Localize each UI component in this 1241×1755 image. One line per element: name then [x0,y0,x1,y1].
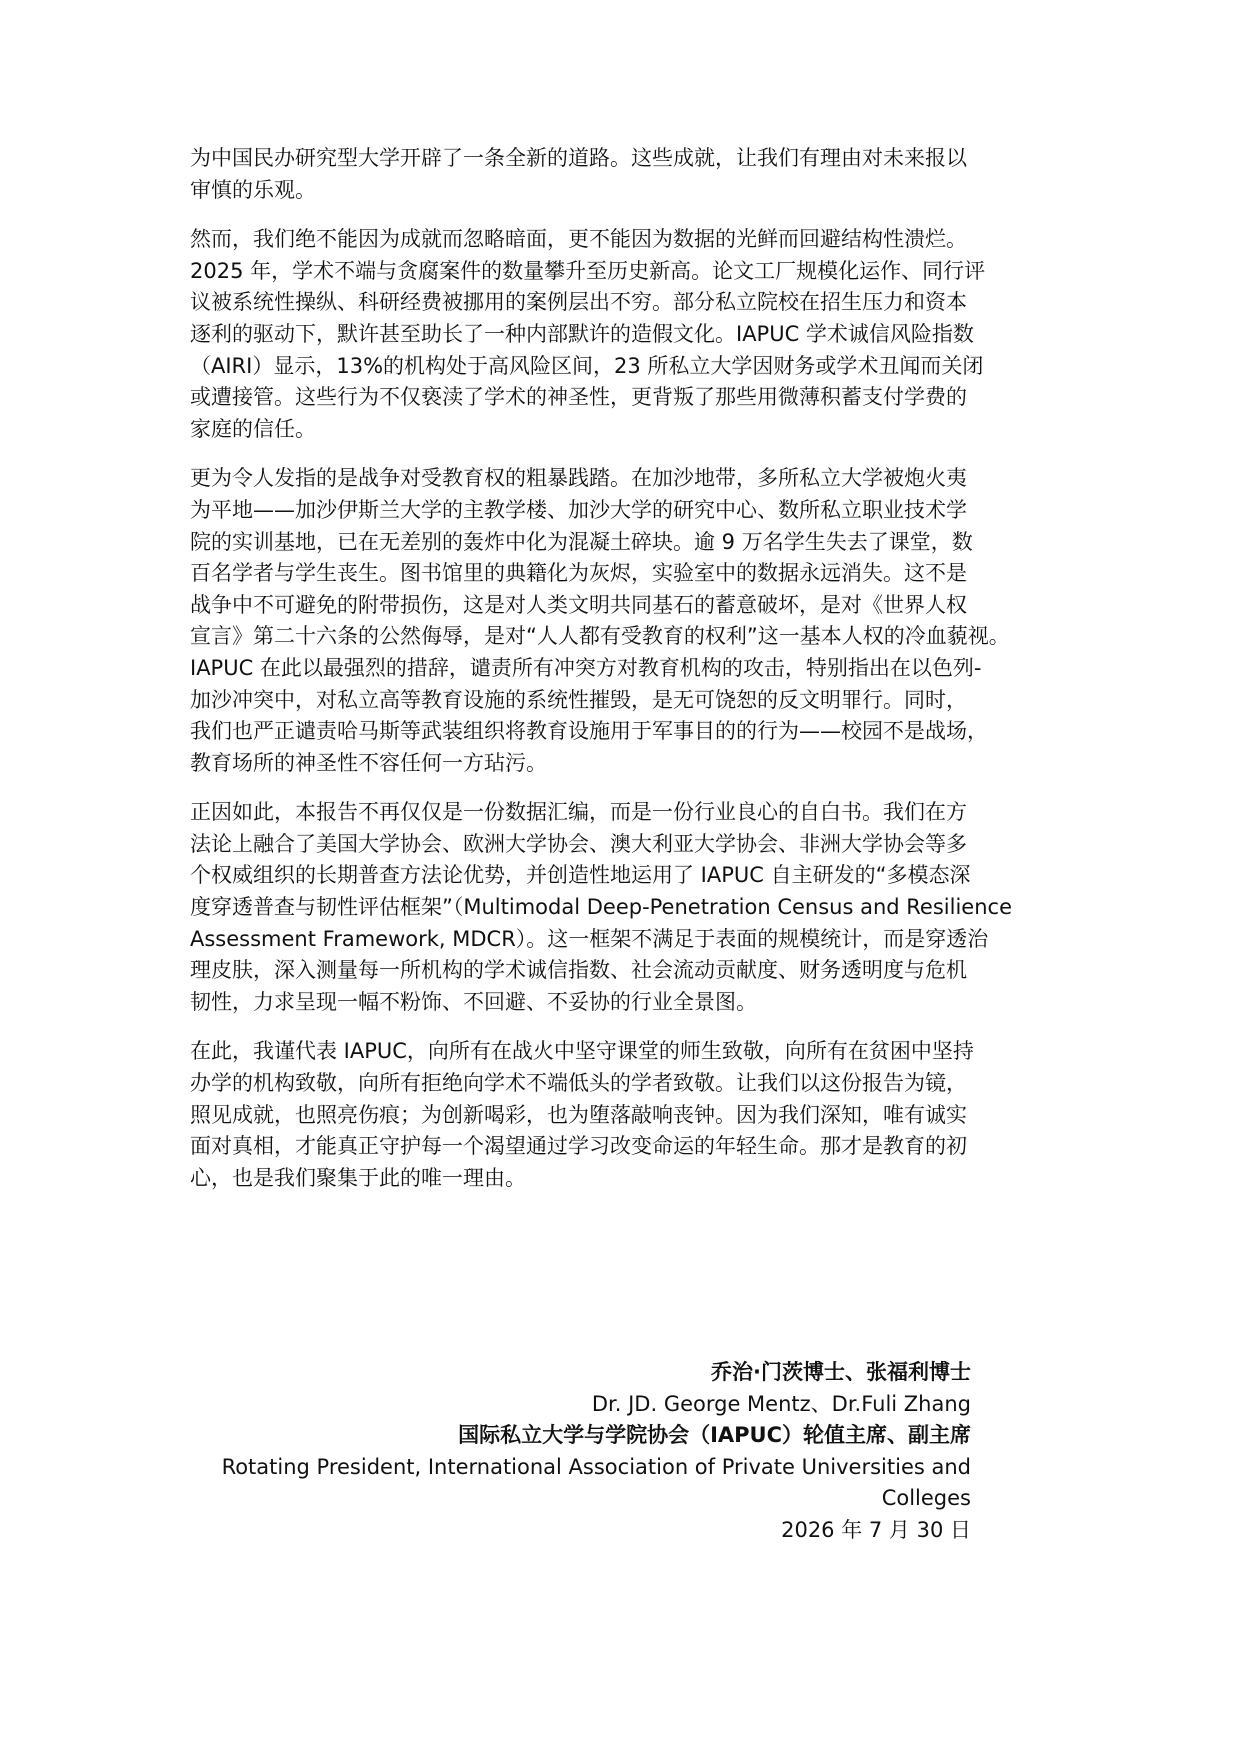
paragraph-line: 2025 年，学术不端与贪腐案件的数量攀升至历史新高。论文工厂规模化运作、同行评 [190,258,986,283]
signature-block [151,1357,971,1547]
paragraph-line: 战争中不可避免的附带损伤，这是对人类文明共同基石的蓄意破坏，是对《世界人权 [190,592,967,617]
paragraph-line: 办学的机构致敬，向所有拒绝向学术不端低头的学者致敬。让我们以这份报告为镜， [190,1071,967,1096]
paragraph-3 [190,463,1070,779]
paragraph-line: 度穿透普查与韧性评估框架”（Multimodal Deep-Penetration Census and Resilience [190,895,1012,920]
paragraph-2 [190,224,1070,445]
paragraph-line: 心，也是我们聚集于此的唯一理由。 [190,1165,526,1190]
paragraph-1 [190,143,1070,206]
paragraph-line: Assessment Framework, MDCR）。这一框架不满足于表面的规模统计，而是穿透治 [190,926,989,951]
paragraph-line: 逐利的驱动下，默许甚至助长了一种内部默许的造假文化。IAPUC 学术诚信风险指数 [190,321,974,346]
paragraph-line: 照见成就，也照亮伤痕；为创新喝彩，也为堕落敲响丧钟。因为我们深知，唯有诚实 [190,1102,967,1127]
paragraph-line: 院的实训基地，已在无差别的轰炸中化为混凝土碎块。逾 9 万名学生失去了课堂，数 [190,529,973,554]
paragraph-line: 审慎的乐观。 [190,177,316,202]
paragraph-line: 个权威组织的长期普查方法论优势，并创造性地运用了 IAPUC 自主研发的“多模态深 [190,863,971,888]
signatory-title-en-line2: Colleges [881,1486,971,1511]
paragraph-line: 宣言》第二十六条的公然侮辱，是对“人人都有受教育的权利”这一基本人权的冷血藐视。 [190,624,1010,649]
signatory-title-en-line1: Rotating President, International Association of Private Universities and [221,1454,971,1479]
paragraph-line: 为中国民办研究型大学开辟了一条全新的道路。这些成就，让我们有理由对未来报以 [190,146,967,170]
paragraph-5 [190,1036,1070,1194]
signature-date: 2026 年 7 月 30 日 [781,1517,971,1542]
paragraph-line: 或遭接管。这些行为不仅亵渎了学术的神圣性，更背叛了那些用微薄积蓄支付学费的 [190,385,967,410]
signatory-title-zh: 国际私立大学与学院协会（IAPUC）轮值主席、副主席 [458,1423,971,1448]
letter-body [190,143,1070,1212]
paragraph-line: 为平地——加沙伊斯兰大学的主教学楼、加沙大学的研究中心、数所私立职业技术学 [190,497,967,522]
paragraph-line: 在此，我谨代表 IAPUC，向所有在战火中坚守课堂的师生致敬，向所有在贫困中坚持 [190,1039,974,1064]
paragraph-line: 面对真相，才能真正守护每一个渴望通过学习改变命运的年轻生命。那才是教育的初 [190,1134,967,1159]
paragraph-line: 韧性，力求呈现一幅不粉饰、不回避、不妥协的行业全景图。 [190,989,757,1014]
paragraph-4 [190,797,1070,1018]
paragraph-line: 法论上融合了美国大学协会、欧洲大学协会、澳大利亚大学协会、非洲大学协会等多 [190,831,967,856]
paragraph-line: 百名学者与学生丧生。图书馆里的典籍化为灰烬，实验室中的数据永远消失。这不是 [190,561,967,586]
paragraph-line: 更为令人发指的是战争对受教育权的粗暴践踏。在加沙地带，多所私立大学被炮火夷 [190,466,967,491]
paragraph-line: IAPUC 在此以最强烈的措辞，谴责所有冲突方对教育机构的攻击，特别指出在以色列- [190,655,982,680]
paragraph-line: 加沙冲突中，对私立高等教育设施的系统性摧毁，是无可饶恕的反文明罪行。同时， [190,687,967,712]
paragraph-line: 理皮肤，深入测量每一所机构的学术诚信指数、社会流动贡献度、财务透明度与危机 [190,958,967,983]
paragraph-line: 教育场所的神圣性不容任何一方玷污。 [190,750,547,775]
paragraph-line: 议被系统性操纵、科研经费被挪用的案例层出不穷。部分私立院校在招生压力和资本 [190,290,967,315]
signatory-names-en: Dr. JD. George Mentz、Dr.Fuli Zhang [591,1391,971,1416]
paragraph-line: 家庭的信任。 [190,416,316,441]
signatory-names-zh: 乔治·门茨博士、张福利博士 [711,1360,971,1384]
paragraph-line: 正因如此，本报告不再仅仅是一份数据汇编，而是一份行业良心的自白书。我们在方 [190,800,967,825]
paragraph-line: （AIRI）显示，13%的机构处于高风险区间，23 所私立大学因财务或学术丑闻而关闭 [190,353,984,378]
paragraph-line: 我们也严正谴责哈马斯等武装组织将教育设施用于军事目的的行为——校园不是战场， [190,719,988,744]
paragraph-line: 然而，我们绝不能因为成就而忽略暗面，更不能因为数据的光鲜而回避结构性溃烂。 [190,227,967,252]
